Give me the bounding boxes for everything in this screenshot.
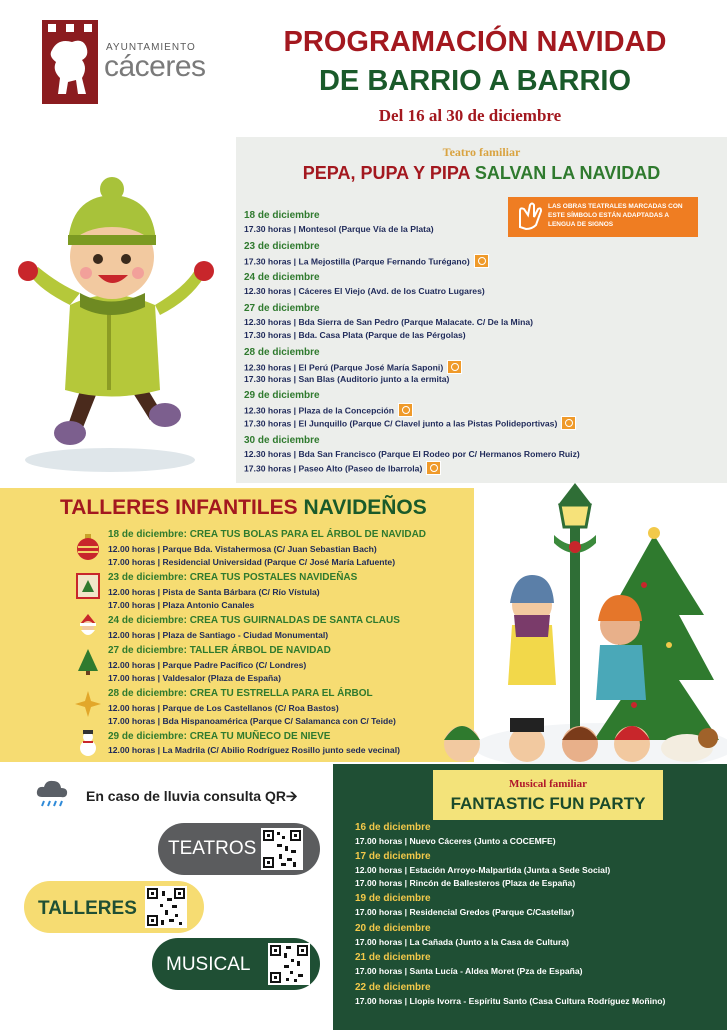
sign-language-icon [561, 416, 576, 430]
session-text: 12.30 horas | Plaza de la Concepción [244, 405, 394, 416]
workshop-date: 24 de diciembre: CREA TUS GUIRNALDAS DE SANTA CLAUS [108, 615, 400, 626]
musical-header-box [433, 770, 663, 820]
theatre-date: 28 de diciembre [244, 347, 320, 358]
session-text: 12.30 horas | Cáceres El Viejo (Avd. de los Cuatro Lugares) [244, 286, 485, 296]
theatre-session [244, 286, 485, 296]
theatre-session [244, 330, 466, 340]
musical-session: 17.00 horas | Nuevo Cáceres (Junto a COCEMFE) [355, 836, 556, 846]
musical-date: 17 de diciembre [355, 851, 431, 862]
session-text: 12.30 horas | Bda Sierra de San Pedro (Parque Malacate. C/ De la Mina) [244, 317, 533, 327]
workshops-title [60, 496, 427, 520]
sign-language-icon [447, 360, 462, 374]
theatre-session [244, 374, 449, 384]
session-text: 17.30 horas | San Blas (Auditorio junto a la ermita) [244, 374, 450, 384]
logo-name: cáceres [104, 50, 206, 83]
session-text: 17.30 horas | Montesol (Parque Vía de la Plata) [244, 224, 434, 234]
theatre-session [244, 449, 580, 459]
workshop-session: 17.00 horas | Valdesalor (Plaza de España) [108, 673, 281, 683]
theatre-date: 23 de diciembre [244, 241, 320, 252]
theatre-session [244, 224, 434, 234]
theatre-title-part1: PEPA, PUPA Y PIPA [302, 163, 470, 183]
musical-session: 12.00 horas | Estación Arroyo-Malpartida (Junta a Sede Social) [355, 865, 611, 875]
talleres-qr-button[interactable] [24, 881, 204, 933]
workshop-session: 12.00 horas | Plaza de Santiago - Ciudad Monumental) [108, 630, 329, 640]
theatre-title-part2: SALVAN LA NAVIDAD [474, 163, 661, 183]
ayuntamiento-logo [42, 20, 98, 104]
theatre-title [236, 163, 727, 184]
theatre-section [236, 137, 727, 483]
ornament-ball-icon [74, 533, 102, 561]
rain-cloud-icon [34, 777, 70, 813]
workshop-session: 17.00 horas | Plaza Antonio Canales [108, 600, 255, 610]
workshop-session: 12.00 horas | Pista de Santa Bárbara (C/ Río Vístula) [108, 587, 320, 597]
musical-session: 17.00 horas | Residencial Gredos (Parque C/Castellar) [355, 907, 575, 917]
session-text: 17.30 horas | Bda. Casa Plata (Parque de las Pérgolas) [244, 330, 466, 340]
postcard-icon [74, 572, 102, 600]
session-text: 17.30 horas | El Junquillo (Parque C/ Clavel junto a las Pistas Polideportivas) [244, 418, 558, 429]
sign-language-icon [474, 254, 489, 268]
musical-date: 21 de diciembre [355, 952, 431, 963]
theatre-session [244, 462, 441, 476]
workshops-section [0, 488, 474, 762]
teatros-qr-button[interactable] [158, 823, 320, 875]
musical-date: 22 de diciembre [355, 982, 431, 993]
theatre-date: 24 de diciembre [244, 272, 320, 283]
musical-title: FANTASTIC FUN PARTY [450, 794, 646, 813]
star-icon [74, 690, 102, 718]
musical-qr-code[interactable] [268, 943, 310, 985]
logo-subtitle: AYUNTAMIENTO [106, 42, 196, 53]
jumping-child-illustration [10, 175, 225, 475]
snowman-icon [74, 729, 102, 757]
session-text: 12.30 horas | El Perú (Parque José María Saponi) [244, 362, 444, 373]
workshop-date: 18 de diciembre: CREA TUS BOLAS PARA EL ÁRBOL DE NAVIDAD [108, 529, 427, 540]
theatre-date: 18 de diciembre [244, 210, 320, 221]
workshop-session: 12.00 horas | La Madrila (C/ Abilio Rodríguez Rosillo junto sede vecinal) [108, 745, 400, 755]
workshop-session: 12.00 horas | Parque Padre Pacífico (C/ Londres) [108, 660, 307, 670]
page-title-line2: DE BARRIO A BARRIO [318, 65, 632, 97]
sign-language-icon [514, 201, 544, 231]
theatre-date: 27 de diciembre [244, 303, 320, 314]
musical-qr-button[interactable] [152, 938, 320, 990]
sign-language-text: LAS OBRAS TEATRALES MARCADAS CON ESTE SÍMBOLO ESTÁN ADAPTADAS A LENGUA DE SIGNOS [548, 203, 683, 228]
christmas-tree-icon [74, 648, 102, 676]
workshop-date: 29 de diciembre: CREA TU MUÑECO DE NIEVE [108, 731, 331, 742]
musical-date: 19 de diciembre [355, 893, 431, 904]
theatre-session [244, 361, 462, 375]
workshops-title-part2: NAVIDEÑOS [303, 496, 427, 519]
theatre-label: Teatro familiar [442, 145, 521, 159]
rain-notice: En caso de lluvia consulta QR🡪 [86, 788, 298, 804]
workshop-date: 27 de diciembre: TALLER ÁRBOL DE NAVIDAD [108, 645, 331, 656]
talleres-qr-label: TALLERES [38, 898, 137, 919]
teatros-qr-label: TEATROS [168, 838, 257, 859]
sign-language-icon [426, 461, 441, 475]
musical-session: 17.00 horas | La Cañada (Junto a la Casa de Cultura) [355, 937, 569, 947]
sign-language-notice [508, 197, 698, 237]
musical-date: 20 de diciembre [355, 923, 431, 934]
musical-session: 17.00 horas | Santa Lucía - Aldea Moret (Pza de España) [355, 966, 583, 976]
musical-label: Musical familiar [509, 778, 587, 790]
musical-date: 16 de diciembre [355, 822, 431, 833]
workshop-session: 17.00 horas | Residencial Universidad (Parque C/ José María Lafuente) [108, 557, 396, 567]
theatre-session [244, 255, 489, 269]
page-title-line1: PROGRAMACIÓN NAVIDAD [283, 26, 667, 58]
theatre-session [244, 417, 576, 431]
musical-section [333, 764, 727, 1030]
sign-language-icon [398, 403, 413, 417]
workshop-session: 12.00 horas | Parque de Los Castellanos (C/ Roa Bastos) [108, 703, 339, 713]
theatre-session [244, 317, 533, 327]
workshop-date: 23 de diciembre: CREA TUS POSTALES NAVIDEÑAS [108, 572, 358, 583]
theatre-date: 30 de diciembre [244, 435, 320, 446]
talleres-qr-code[interactable] [145, 886, 187, 928]
date-range: Del 16 al 30 de diciembre [378, 106, 562, 125]
teatros-qr-code[interactable] [261, 828, 303, 870]
workshop-session: 12.00 horas | Parque Bda. Vistahermosa (C/ Juan Sebastian Bach) [108, 544, 377, 554]
musical-session: 17.00 horas | Rincón de Ballesteros (Plaza de España) [355, 878, 576, 888]
workshops-title-part1: TALLERES INFANTILES [60, 496, 298, 519]
session-text: 12.30 horas | Bda San Francisco (Parque El Rodeo por C/ Hermanos Romero Ruiz) [244, 449, 580, 459]
workshop-date: 28 de diciembre: CREA TU ESTRELLA PARA EL ÁRBOL [108, 688, 373, 699]
santa-claus-icon [74, 612, 102, 640]
musical-qr-label: MUSICAL [166, 954, 251, 975]
theatre-session [244, 404, 413, 418]
session-text: 17.30 horas | La Mejostilla (Parque Fernando Turégano) [244, 256, 470, 267]
workshop-session: 17.00 horas | Bda Hispanoamérica (Parque C/ Salamanca con C/ Teide) [108, 716, 396, 726]
theatre-date: 29 de diciembre [244, 390, 320, 401]
session-text: 17.30 horas | Paseo Alto (Paseo de Ibarrola) [244, 463, 423, 474]
musical-session: 17.00 horas | Llopis Ivorra - Espíritu Santo (Casa Cultura Rodríguez Moñino) [355, 996, 666, 1006]
kids-faces-illustration [432, 712, 727, 764]
